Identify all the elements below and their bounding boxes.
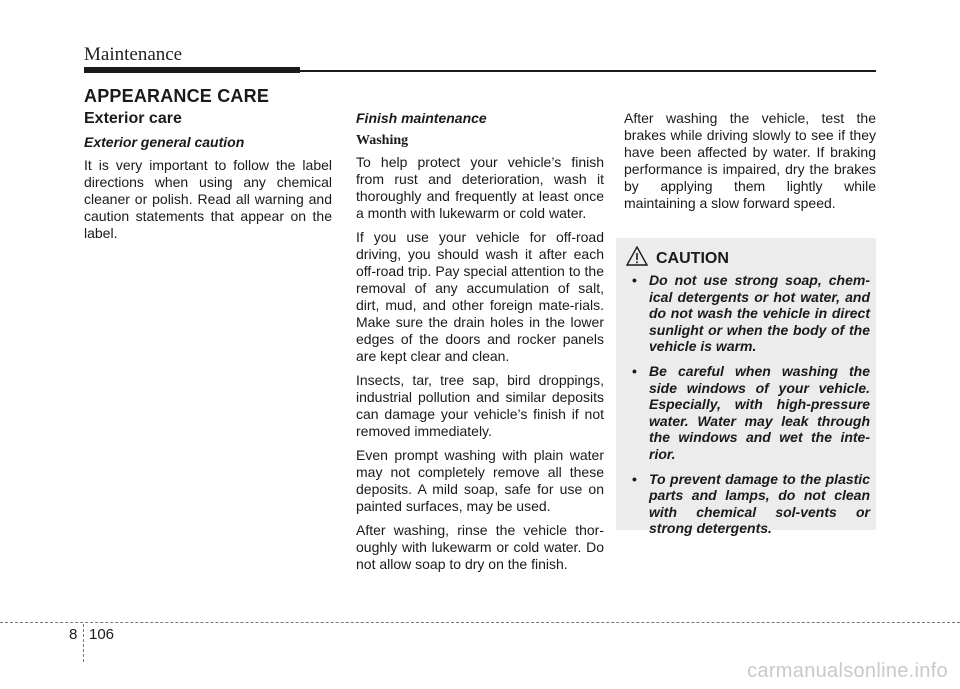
washing-paragraph-1: To help protect your vehicle’s finish from rust and deterioration, wash it thoroughly and frequently at least once a month with lukewarm or cold water. [356,154,604,221]
caution-header [626,246,729,271]
footer-rule [0,622,960,623]
chapter-number: 8 [69,626,78,643]
exterior-general-caution-heading: Exterior general caution [84,134,245,150]
caution-box [616,238,876,537]
warning-triangle-icon [626,246,648,271]
column-middle [356,110,604,580]
finish-maintenance-heading: Finish maintenance [356,110,487,126]
column-left [84,110,332,249]
page-number-divider [83,624,84,662]
column-right [624,110,876,219]
brake-test-paragraph: After washing the vehicle, test the brakes while driving slowly to see if they have been affected by water. If braking performance is impaired, dry the brakes by applying them lightly while maintaining a slow forward speed. [624,110,876,211]
caution-item: • Be careful when washing the side windows of your vehicle. Especially, with high-pressure water. Water may leak through the windows and wet the inte-rior. [630,363,870,463]
washing-paragraph-5: After washing, rinse the vehicle thor-oughly with lukewarm or cold water. Do not allow soap to dry on the finish. [356,522,604,572]
washing-paragraph-2: If you use your vehicle for off-road driving, you should wash it after each off-road trip. Pay special attention to the removal of any accumulation of salt, dirt, mud, and other foreign mate-rials. Make sure the drain holes in the lower edges of the doors and rocker panels are kept clear and clean. [356,229,604,364]
section-title: APPEARANCE CARE [84,86,270,106]
exterior-general-caution-text: It is very important to follow the label directions when using any chemical cleaner or polish. Read all warning and caution statements that appear on the label. [84,157,332,241]
caution-list [630,272,870,545]
page-number: 106 [89,626,115,643]
washing-heading: Washing [356,133,409,148]
watermark: carmanualsonline.info [747,660,948,682]
header-title: Maintenance [84,44,183,65]
caution-item: • To prevent damage to the plastic parts and lamps, do not clean with chemical sol-vents or strong detergents. [630,471,870,537]
exterior-care-heading: Exterior care [84,110,182,127]
header-rule-thin [300,70,876,72]
caution-title: CAUTION [656,249,729,267]
washing-paragraph-3: Insects, tar, tree sap, bird droppings, industrial pollution and similar deposits can damage your vehicle’s finish if not removed immediately. [356,372,604,439]
caution-item: • Do not use strong soap, chem-ical detergents or hot water, and do not wash the vehicle in direct sunlight or when the body of the vehicle is warm. [630,272,870,355]
washing-paragraph-4: Even prompt washing with plain water may not completely remove all these deposits. A mild soap, safe for use on painted surfaces, may be used. [356,447,604,514]
header-rule-thick [84,67,300,73]
